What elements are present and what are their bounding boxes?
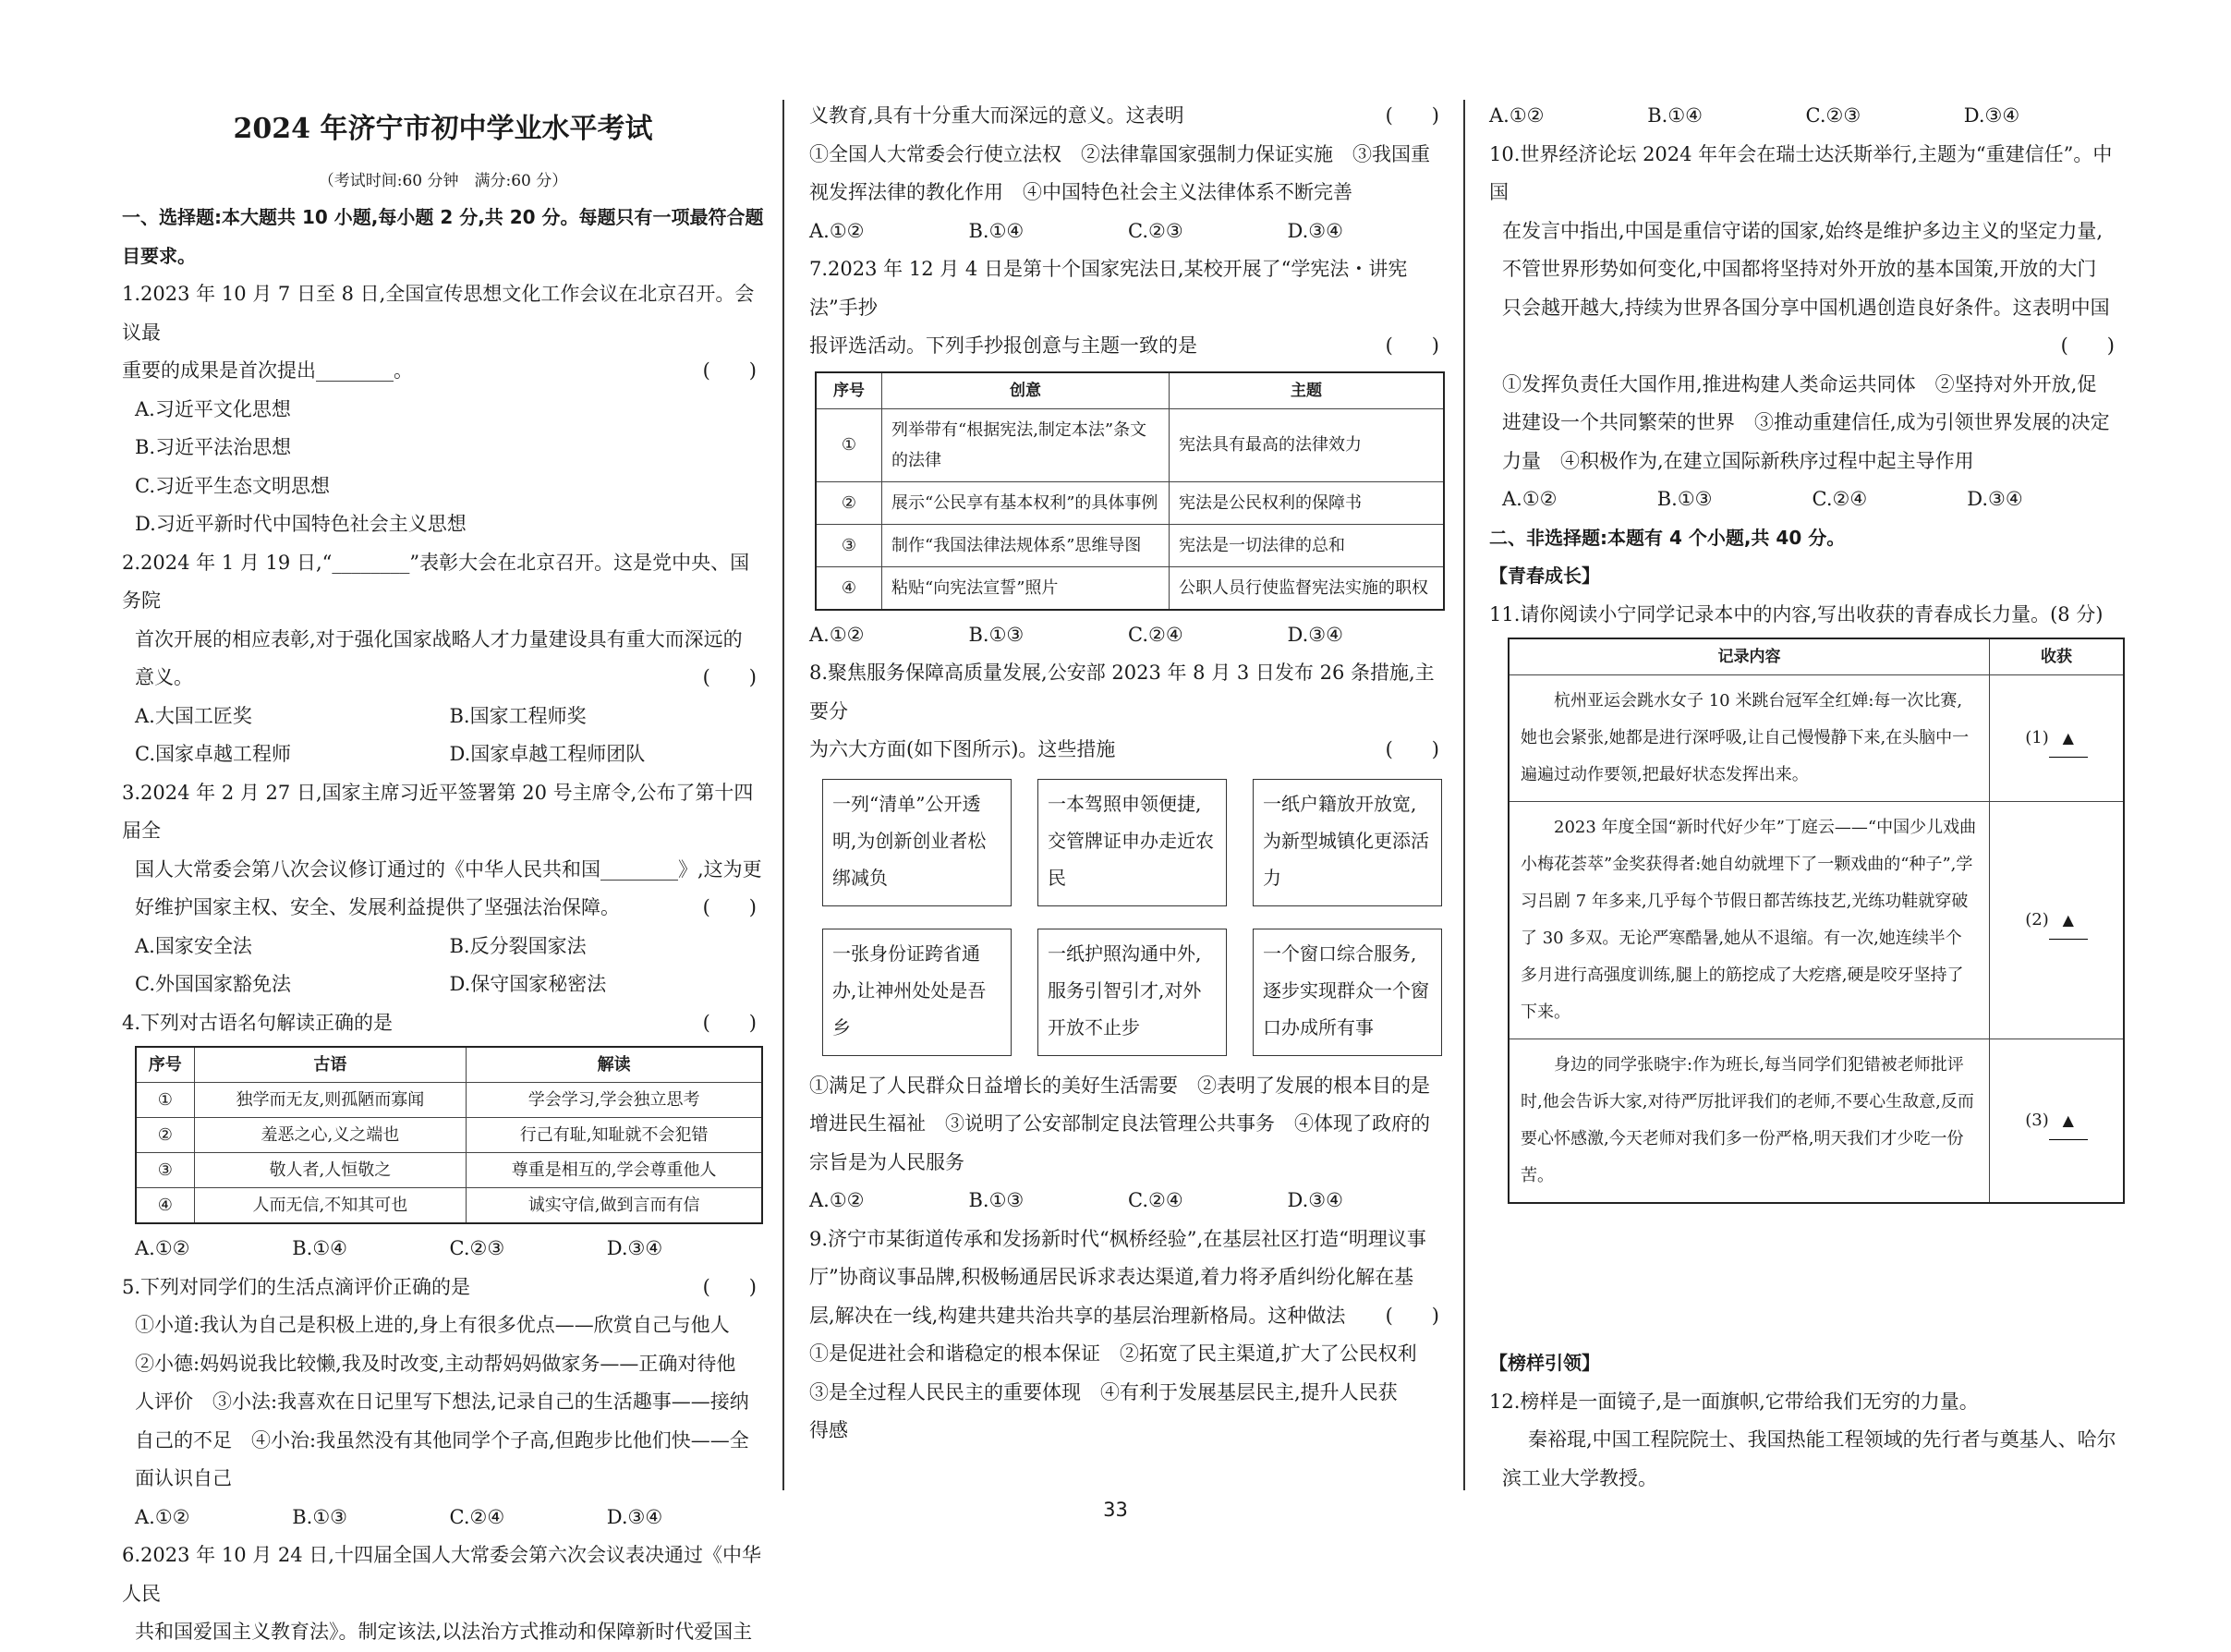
question-8-options — [809, 1182, 1447, 1221]
question-8-stem-cont: 为六大方面(如下图所示)。这些措施 — [809, 738, 1116, 760]
option-b: B.①④ — [292, 1237, 348, 1259]
table-cell: 宪法具有最高的法律效力 — [1170, 408, 1445, 481]
answer-number: (2) — [2025, 909, 2049, 929]
question-10-stem-cont: 只会越开越大,持续为世界各国分享中国机遇创造良好条件。这表明中国 — [1502, 296, 2110, 319]
table-cell: 制作“我国法律法规体系”思维导图 — [882, 524, 1170, 566]
question-6-line: 视发挥法律的教化作用 ④中国特色社会主义法律体系不断完善 — [809, 181, 1352, 203]
column-2 — [809, 97, 1447, 1451]
page-number: 33 — [1103, 1499, 1128, 1521]
option-a: A.①② — [135, 1505, 190, 1528]
table-cell: 公职人员行使监督宪法实施的职权 — [1170, 566, 1445, 610]
table-header: 序号 — [816, 372, 882, 409]
section-1-heading: 一、选择题:本大题共 10 小题,每小题 2 分,共 20 分。每题只有一项最符合题目要求。 — [122, 206, 764, 267]
question-9-stem-cont: 厅”协商议事品牌,积极畅通居民诉求表达渠道,着力将矛盾纠纷化解在基 — [809, 1266, 1414, 1288]
question-9-line: 得感 — [809, 1419, 848, 1441]
answer-blank[interactable] — [2049, 720, 2088, 758]
triangle-icon: ▲ — [2062, 910, 2074, 929]
table-header: 记录内容 — [1509, 638, 1990, 675]
table-cell: 羞恶之心,义之端也 — [194, 1118, 467, 1153]
table-row — [136, 1118, 762, 1153]
table-cell: 展示“公民享有基本权利”的具体事例 — [882, 481, 1170, 524]
question-2-options — [122, 698, 764, 774]
table-cell: 敬人者,人恒敬之 — [194, 1153, 467, 1188]
measure-box: 一本驾照申领便捷,交管牌证申办走近农民 — [1037, 779, 1227, 906]
section-tag-youth: 【青春成长】 — [1489, 565, 1600, 587]
option-c: C.②④ — [449, 1505, 505, 1528]
answer-paren: ( ) — [702, 666, 757, 688]
option-b: B.①④ — [1647, 104, 1704, 127]
record-content: 杭州亚运会跳水女子 10 米跳台冠军全红婵:每一次比赛,她也会紧张,她都是进行深呼吸,让自己慢慢静下来,在头脑中一遍遍过动作要领,把最好状态发挥出来。 — [1509, 675, 1990, 802]
table-cell: 宪法是公民权利的保障书 — [1170, 481, 1445, 524]
option-a: A.①② — [1489, 104, 1545, 127]
question-3-options — [122, 928, 764, 1004]
question-1-stem: 1.2023 年 10 月 7 日至 8 日,全国宣传思想文化工作会议在北京召开。会议最 — [122, 283, 755, 344]
option-d: D.③④ — [606, 1505, 663, 1528]
option-d: D.国家卓越工程师团队 — [449, 743, 646, 765]
question-5 — [122, 1269, 764, 1537]
table-row — [1509, 802, 2124, 1039]
question-11-table — [1508, 638, 2125, 1204]
harvest-answer[interactable] — [1990, 1039, 2125, 1204]
option-b: B.①③ — [968, 623, 1025, 646]
column-divider-right — [1463, 100, 1465, 1490]
table-row — [816, 524, 1444, 566]
option-a: A.①② — [809, 623, 865, 646]
option-a: A.①② — [1502, 488, 1558, 510]
question-7-table — [815, 371, 1445, 611]
table-cell: ③ — [816, 524, 882, 566]
measure-box: 一纸护照沟通中外,服务引智引才,对外开放不止步 — [1037, 929, 1227, 1056]
table-header: 序号 — [136, 1047, 194, 1083]
question-4-table — [135, 1046, 763, 1224]
table-header: 收获 — [1990, 638, 2125, 675]
measure-box: 一张身份证跨省通办,让神州处处是吾乡 — [822, 929, 1012, 1056]
table-cell: 列举带有“根据宪法,制定本法”条文的法律 — [882, 408, 1170, 481]
option-c: C.国家卓越工程师 — [135, 743, 291, 765]
question-5-line: 自己的不足 ④小治:我虽然没有其他同学个子高,但跑步比他们快——全 — [135, 1428, 749, 1452]
table-header: 主题 — [1170, 372, 1445, 409]
question-5-line: ②小德:妈妈说我比较懒,我及时改变,主动帮妈妈做家务——正确对待他 — [135, 1352, 736, 1375]
question-7 — [809, 250, 1447, 654]
question-9-options — [1489, 97, 2122, 136]
question-12-stem: 12.榜样是一面镜子,是一面旗帜,它带给我们无穷的力量。 — [1489, 1390, 1979, 1413]
option-c: C.习近平生态文明思想 — [135, 474, 330, 497]
question-1-stem-cont: 重要的成果是首次提出________。 — [122, 359, 413, 382]
question-10-stem-cont: 不管世界形势如何变化,中国都将坚持对外开放的基本国策,开放的大门 — [1502, 258, 2097, 280]
question-3 — [122, 774, 764, 1004]
question-6-line: ①全国人大常委会行使立法权 ②法律靠国家强制力保证实施 ③我国重 — [809, 142, 1430, 165]
table-header: 创意 — [882, 372, 1170, 409]
table-row — [136, 1188, 762, 1224]
option-c: C.②④ — [1128, 623, 1183, 646]
option-c: C.②③ — [449, 1237, 505, 1259]
table-row — [816, 481, 1444, 524]
option-d: D.③④ — [606, 1237, 663, 1259]
table-cell: 行己有耻,知耻就不会犯错 — [467, 1118, 762, 1153]
column-1 — [122, 97, 764, 1652]
table-cell: ① — [136, 1083, 194, 1118]
question-4-options — [122, 1230, 764, 1269]
answer-blank[interactable] — [2049, 902, 2088, 940]
exam-subtitle: （考试时间:60 分钟 满分:60 分） — [318, 172, 568, 190]
question-2-stem: 2.2024 年 1 月 19 日,“________”表彰大会在北京召开。这是党中央、国务院 — [122, 551, 750, 612]
question-5-stem: 5.下列对同学们的生活点滴评价正确的是 — [122, 1275, 471, 1298]
question-9-stem: 9.济宁市某街道传承和发扬新时代“枫桥经验”,在基层社区打造“明理议事 — [809, 1227, 1426, 1250]
table-header: 古语 — [194, 1047, 467, 1083]
answer-paren: ( ) — [702, 1275, 757, 1298]
column-divider-left — [782, 100, 784, 1490]
answer-paren: ( ) — [1385, 104, 1439, 127]
option-a: A.①② — [809, 219, 865, 242]
option-a: A.①② — [135, 1237, 190, 1259]
answer-number: (1) — [2025, 727, 2049, 747]
option-d: D.③④ — [1287, 219, 1343, 242]
answer-paren: ( ) — [702, 359, 757, 382]
answer-paren: ( ) — [1385, 1304, 1439, 1327]
question-12-body-cont: 滨工业大学教授。 — [1502, 1466, 1657, 1489]
table-row — [816, 566, 1444, 610]
option-a: A.大国工匠奖 — [135, 704, 252, 727]
section-tag-model: 【榜样引领】 — [1489, 1352, 1600, 1374]
exam-title: 2024 年济宁市初中学业水平考试 — [233, 113, 653, 145]
option-c: C.外国国家豁免法 — [135, 973, 291, 995]
option-d: D.③④ — [1967, 488, 2023, 510]
question-12-body: 秦裕琨,中国工程院院士、我国热能工程领域的先行者与奠基人、哈尔 — [1528, 1428, 2116, 1451]
question-8-line: 增进民生福祉 ③说明了公安部制定良法管理公共事务 ④体现了政府的 — [809, 1112, 1430, 1135]
question-10-line: 力量 ④积极作为,在建立国际新秩序过程中起主导作用 — [1502, 449, 1974, 472]
question-4 — [122, 1004, 764, 1269]
table-row — [136, 1153, 762, 1188]
question-8-figure — [822, 779, 1447, 1056]
question-5-line: ①小道:我认为自己是积极上进的,身上有很多优点——欣赏自己与他人 — [135, 1314, 730, 1336]
table-cell: ③ — [136, 1153, 194, 1188]
table-row — [1509, 675, 2124, 802]
question-7-options — [809, 616, 1447, 655]
question-6-stem: 6.2023 年 10 月 24 日,十四届全国人大常委会第六次会议表决通过《中华人民 — [122, 1544, 761, 1605]
table-row — [1509, 1039, 2124, 1204]
question-9-stem-end: 层,解决在一线,构建共建共治共享的基层治理新格局。这种做法 — [809, 1304, 1346, 1327]
question-10-stem: 10.世界经济论坛 2024 年年会在瑞士达沃斯举行,主题为“重建信任”。中国 — [1489, 142, 2113, 203]
table-cell: 宪法是一切法律的总和 — [1170, 524, 1445, 566]
question-9-line: ③是全过程人民民主的重要体现 ④有利于发展基层民主,提升人民获 — [809, 1380, 1398, 1403]
option-a: A.①② — [809, 1189, 865, 1211]
option-c: C.②③ — [1805, 104, 1861, 127]
triangle-icon: ▲ — [2062, 1111, 2074, 1129]
table-cell: ② — [816, 481, 882, 524]
question-6-stem-cont: 共和国爱国主义教育法》。制定该法,以法治方式推动和保障新时代爱国主 — [135, 1621, 753, 1643]
question-3-stem-cont: 国人大常委会第八次会议修订通过的《中华人民共和国________》,这为更 — [135, 857, 762, 881]
table-cell: 尊重是相互的,学会尊重他人 — [467, 1153, 762, 1188]
triangle-icon: ▲ — [2062, 728, 2074, 747]
question-10-stem-cont: 在发言中指出,中国是重信守诺的国家,始终是维护多边主义的坚定力量, — [1502, 219, 2104, 242]
option-b: B.习近平法治思想 — [135, 436, 292, 458]
option-d: D.③④ — [1287, 623, 1343, 646]
option-c: C.②④ — [1128, 1189, 1183, 1211]
question-12-block — [1489, 1344, 2122, 1498]
question-10 — [1489, 136, 2122, 519]
table-cell: ② — [136, 1118, 194, 1153]
option-d: D.③④ — [1963, 104, 2020, 127]
question-4-stem: 4.下列对古语名句解读正确的是 — [122, 1011, 394, 1034]
harvest-answer[interactable] — [1990, 802, 2125, 1039]
question-6-start — [122, 1537, 764, 1652]
record-content: 身边的同学张晓宇:作为班长,每当同学们犯错被老师批评时,他会告诉大家,对待严厉批评我们的老师,不要心生敌意,反而要心怀感激,今天老师对我们多一份严格,明天我们才少吃一份苦。 — [1509, 1039, 1990, 1204]
harvest-answer[interactable] — [1990, 675, 2125, 802]
question-1 — [122, 275, 764, 544]
question-11 — [1489, 596, 2122, 1205]
measure-box: 一纸户籍放开放宽,为新型城镇化更添活力 — [1253, 779, 1442, 906]
option-b: B.国家工程师奖 — [449, 704, 587, 727]
question-10-options — [1489, 480, 2122, 519]
question-10-line: 进建设一个共同繁荣的世界 ③推动重建信任,成为引领世界发展的决定 — [1502, 411, 2110, 433]
option-c: C.②③ — [1128, 219, 1183, 242]
option-c: C.②④ — [1812, 488, 1868, 510]
answer-paren: ( ) — [2060, 334, 2115, 357]
table-cell: 独学而无友,则孤陋而寡闻 — [194, 1083, 467, 1118]
question-7-stem: 7.2023 年 12 月 4 日是第十个国家宪法日,某校开展了“学宪法・讲宪法”手抄 — [809, 258, 1408, 319]
question-6-cont — [809, 97, 1447, 250]
option-a: A.国家安全法 — [135, 934, 252, 957]
table-row — [816, 408, 1444, 481]
question-11-stem: 11.请你阅读小宁同学记录本中的内容,写出收获的青春成长力量。(8 分) — [1489, 602, 2104, 626]
table-cell: ④ — [816, 566, 882, 610]
table-cell: 人而无信,不知其可也 — [194, 1188, 467, 1224]
record-content: 2023 年度全国“新时代好少年”丁庭云——“中国少儿戏曲小梅花荟萃”金奖获得者:她自幼就埋下了一颗戏曲的“种子”,学习吕剧 7 年多来,几乎每个节假日都苦练技艺,光练功鞋就穿破了 30 多双。无论严寒酷暑,她从不退缩。有一次,她连续半个多月进行高强度训练,腿上的筋挖成了大疙瘩,硬是咬牙坚持了下来。 — [1509, 802, 1990, 1039]
column-3 — [1489, 97, 2122, 1204]
question-2-stem-cont: 首次开展的相应表彰,对于强化国家战略人才力量建设具有重大而深远的 — [135, 627, 743, 650]
table-cell: 粘贴“向宪法宣誓”照片 — [882, 566, 1170, 610]
option-b: B.反分裂国家法 — [449, 934, 587, 957]
question-8 — [809, 654, 1447, 1221]
question-5-line: 人评价 ③小法:我喜欢在日记里写下想法,记录自己的生活趣事——接纳 — [135, 1391, 749, 1413]
section-2-heading: 二、非选择题:本题有 4 个小题,共 40 分。 — [1489, 526, 1846, 549]
question-7-stem-cont: 报评选活动。下列手抄报创意与主题一致的是 — [809, 334, 1197, 357]
measure-box: 一列“清单”公开透明,为创新创业者松绑减负 — [822, 779, 1012, 906]
option-a: A.习近平文化思想 — [135, 397, 291, 420]
option-d: D.习近平新时代中国特色社会主义思想 — [135, 513, 467, 535]
option-d: D.③④ — [1287, 1189, 1343, 1211]
question-3-stem: 3.2024 年 2 月 27 日,国家主席习近平签署第 20 号主席令,公布了第十四届全 — [122, 781, 754, 842]
answer-blank[interactable] — [2049, 1102, 2088, 1140]
option-b: B.①④ — [968, 219, 1025, 242]
question-8-line: 宗旨是为人民服务 — [809, 1150, 964, 1173]
option-b: B.①③ — [968, 1189, 1025, 1211]
option-b: B.①③ — [292, 1505, 348, 1528]
table-header: 解读 — [467, 1047, 762, 1083]
question-9 — [809, 1221, 1447, 1451]
question-2 — [122, 544, 764, 774]
question-5-line: 面认识自己 — [135, 1467, 232, 1489]
answer-paren: ( ) — [702, 896, 757, 918]
question-6-options — [809, 213, 1447, 251]
option-b: B.①③ — [1656, 488, 1713, 510]
table-cell: ① — [816, 408, 882, 481]
question-8-line: ①满足了人民群众日益增长的美好生活需要 ②表明了发展的根本目的是 — [809, 1074, 1430, 1097]
option-d: D.保守国家秘密法 — [449, 973, 607, 995]
question-3-stem-end: 好维护国家主权、安全、发展利益提供了坚强法治保障。 — [135, 896, 620, 918]
question-2-stem-end: 意义。 — [135, 666, 193, 688]
question-8-stem: 8.聚焦服务保障高质量发展,公安部 2023 年 8 月 3 日发布 26 条措施,主要分 — [809, 662, 1435, 723]
table-cell: 诚实守信,做到言而有信 — [467, 1188, 762, 1224]
table-cell: 学会学习,学会独立思考 — [467, 1083, 762, 1118]
measure-box: 一个窗口综合服务,逐步实现群众一个窗口办成所有事 — [1253, 929, 1442, 1056]
question-9-line: ①是促进社会和谐稳定的根本保证 ②拓宽了民主渠道,扩大了公民权利 — [809, 1342, 1417, 1365]
question-10-line: ①发挥负责任大国作用,推进构建人类命运共同体 ②坚持对外开放,促 — [1502, 372, 2097, 395]
table-cell: ④ — [136, 1188, 194, 1224]
answer-paren: ( ) — [1385, 738, 1439, 760]
question-6-stem-end: 义教育,具有十分重大而深远的意义。这表明 — [809, 104, 1184, 127]
table-row — [136, 1083, 762, 1118]
answer-paren: ( ) — [702, 1011, 757, 1034]
answer-paren: ( ) — [1385, 334, 1439, 357]
answer-number: (3) — [2025, 1110, 2049, 1130]
